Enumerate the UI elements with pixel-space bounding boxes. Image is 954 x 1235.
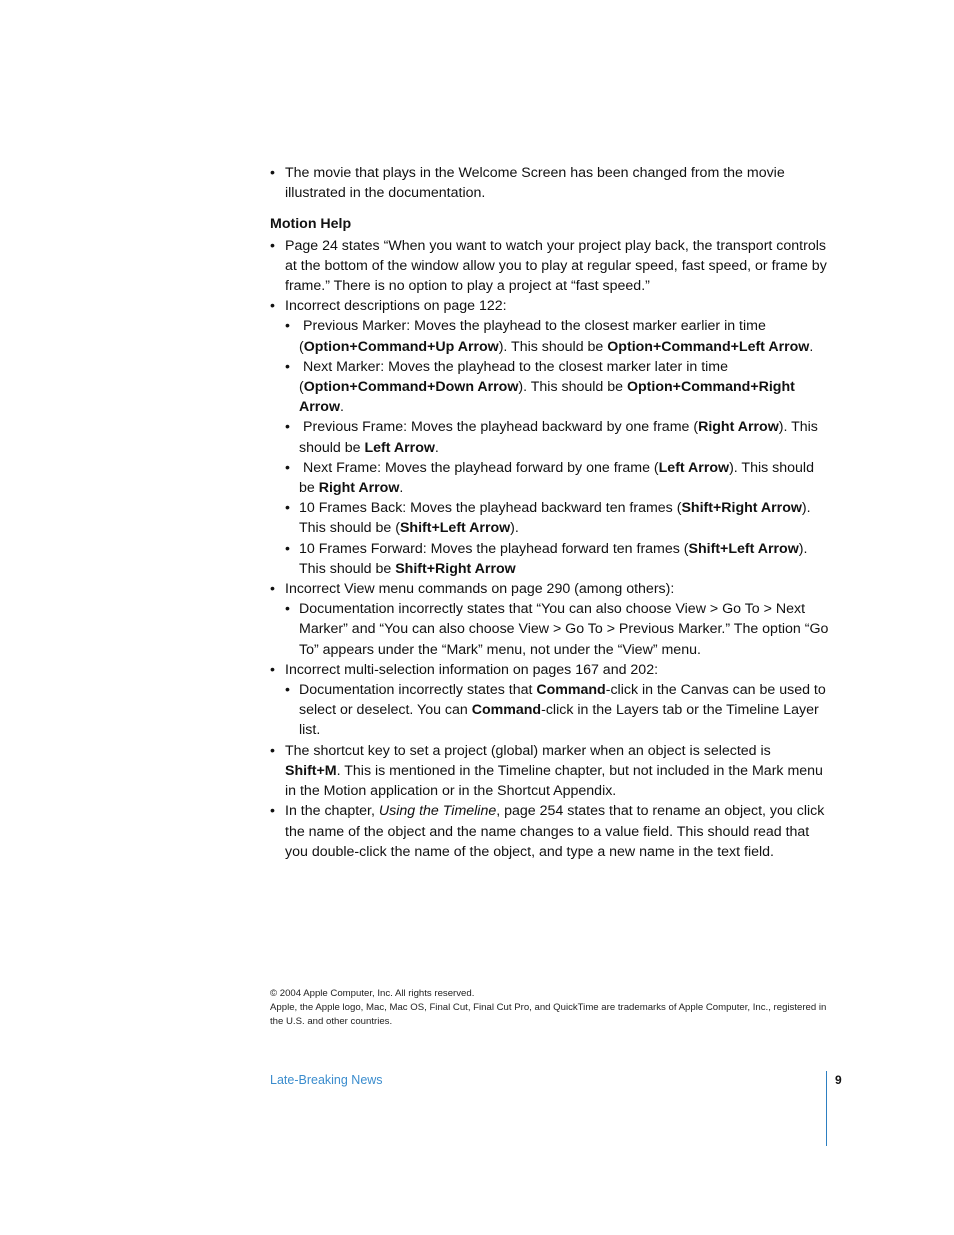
bullet-page-290 xyxy=(270,579,830,599)
sub-bullet-lead: 10 Frames Back: Moves the playhead backward ten frames ( xyxy=(299,500,682,517)
sub-bullet-10-frames-back: • 10 Frames Back: Moves the playhead backward ten frames (Shift+Right Arrow). This should be (Shift+Left Arrow). xyxy=(285,500,811,537)
sub-bullet-previous-marker: • Previous Marker: Moves the playhead to the closest marker earlier in time (Option+Command+Up Arrow). This should be Option+Command+Left Arrow. xyxy=(285,318,814,355)
shortcut-key: Shift+Right Arrow xyxy=(681,500,802,517)
chapter-title: Using the Timeline xyxy=(378,803,497,820)
bullet-rename-object: • In the chapter, Using the Timeline, page 254 states that to rename an object, you click the name of the object and the name changes to a value field. This should read that you double-click the name of the object, and type a new name in the text field. xyxy=(270,803,825,860)
bullet-icon: • xyxy=(285,540,290,557)
running-footer: Late-Breaking News xyxy=(270,1073,383,1087)
bullet-icon: • xyxy=(270,298,275,315)
bullet-text: Incorrect descriptions on page 122: xyxy=(285,298,507,315)
shortcut-key: Left Arrow xyxy=(364,439,435,456)
bullet-text: Incorrect multi-selection information on pages 167 and 202: xyxy=(285,661,659,678)
bullet-lead: The shortcut key to set a project (global) marker when an object is selected is xyxy=(285,742,771,759)
bullet-icon: • xyxy=(285,500,290,517)
bullet-text: The movie that plays in the Welcome Screen has been changed from the movie illustrated in the documentation. xyxy=(285,165,785,202)
shortcut-key: Right Arrow xyxy=(318,480,400,497)
shortcut-key: Option+Command+Down Arrow xyxy=(303,379,519,396)
bullet-lead: In the chapter, xyxy=(285,803,379,820)
shortcut-key: Option+Command+Left Arrow xyxy=(607,338,810,355)
shortcut-key: Left Arrow xyxy=(658,459,730,476)
sub-bullet-text: Documentation incorrectly states that “You can also choose View > Go To > Next Marker” and “You can also choose View > Go To > Previous Marker.” The option “Go To” appears under the “Mark” menu, not under the “View” menu. xyxy=(299,601,829,658)
sub-bullet-lead: Next Marker: Moves the playhead to the closest marker later in time ( xyxy=(299,358,729,396)
page-rule xyxy=(826,1071,827,1146)
bullet-icon: • xyxy=(285,601,290,618)
sub-bullet-lead: Next Frame: Moves the playhead forward by one frame ( xyxy=(303,459,659,476)
bullet-multi-selection xyxy=(270,660,830,680)
legal-footer xyxy=(270,987,830,1029)
shortcut-key: Command xyxy=(471,702,542,719)
sub-bullet-lead: Previous Frame: Moves the playhead backward by one frame ( xyxy=(303,419,699,436)
shortcut-key: Right Arrow xyxy=(698,419,779,436)
shortcut-key: Command xyxy=(536,682,606,699)
sub-bullet-previous-frame: • Previous Frame: Moves the playhead backward by one frame (Right Arrow). This should be Left Arrow. xyxy=(285,419,818,456)
sub-bullet-next-marker: • Next Marker: Moves the playhead to the closest marker later in time (Option+Command+Down Arrow). This should be Option+Command+Right Arrow. xyxy=(285,358,795,416)
bullet-icon: • xyxy=(270,742,275,759)
shortcut-key: Shift+Left Arrow xyxy=(399,520,511,537)
bullet-icon: • xyxy=(270,237,275,254)
main-content xyxy=(270,163,830,862)
sub-bullet-10-frames-forward: • 10 Frames Forward: Moves the playhead forward ten frames (Shift+Left Arrow). This should be Shift+Right Arrow xyxy=(285,540,808,577)
bullet-transport xyxy=(270,236,830,297)
shortcut-key: Shift+Right Arrow xyxy=(395,560,516,577)
sub-bullet-command-click: • Documentation incorrectly states that Command-click in the Canvas can be used to select or deselect. You can Command-click in the Layers tab or the Timeline Layer list. xyxy=(285,682,826,739)
bullet-page-122 xyxy=(270,296,830,316)
intro-bullet xyxy=(270,163,830,203)
sub-bullet-lead: 10 Frames Forward: Moves the playhead forward ten frames ( xyxy=(299,540,689,557)
bullet-icon: • xyxy=(270,661,275,678)
copyright-line: © 2004 Apple Computer, Inc. All rights reserved. xyxy=(270,988,475,999)
shortcut-key: Shift+M xyxy=(285,762,337,779)
bullet-icon: • xyxy=(285,419,290,436)
shortcut-key: Option+Command+Up Arrow xyxy=(303,338,499,355)
bullet-icon: • xyxy=(285,459,290,476)
sub-bullet-lead: Previous Marker: Moves the playhead to the closest marker earlier in time ( xyxy=(299,318,766,355)
bullet-icon: • xyxy=(270,581,275,598)
shortcut-key: Shift+Left Arrow xyxy=(688,540,799,557)
shortcut-key: Option+Command+Right Arrow xyxy=(299,379,795,416)
bullet-icon: • xyxy=(270,803,275,820)
sub-bullet-next-frame: • Next Frame: Moves the playhead forward by one frame (Left Arrow). This should be Right Arrow. xyxy=(285,459,814,497)
trademark-notice: Apple, the Apple logo, Mac, Mac OS, Final Cut, Final Cut Pro, and QuickTime are trademarks of Apple Computer, Inc., registered in the U.S. and other countries. xyxy=(270,1002,827,1027)
page-number: 9 xyxy=(835,1073,842,1087)
bullet-icon: • xyxy=(285,682,290,699)
bullet-text: Page 24 states “When you want to watch your project play back, the transport controls at the bottom of the window allow you to play at regular speed, fast speed, or frame by frame.” There is no option to play a project at “fast speed.” xyxy=(285,237,827,295)
bullet-icon: • xyxy=(285,358,290,375)
bullet-shortcut-key: • The shortcut key to set a project (global) marker when an object is selected is Shift+M. This is mentioned in the Timeline chapter, but not included in the Mark menu in the Motion application or in the Shortcut Appendix. xyxy=(270,742,823,800)
bullet-icon: • xyxy=(270,165,275,181)
bullet-icon: • xyxy=(285,318,290,335)
bullet-text: Incorrect View menu commands on page 290 (among others): xyxy=(285,581,675,598)
sub-bullet-view-menu xyxy=(270,599,830,660)
sub-bullet-lead: Documentation incorrectly states that xyxy=(299,682,537,699)
section-heading: Motion Help xyxy=(270,216,352,233)
